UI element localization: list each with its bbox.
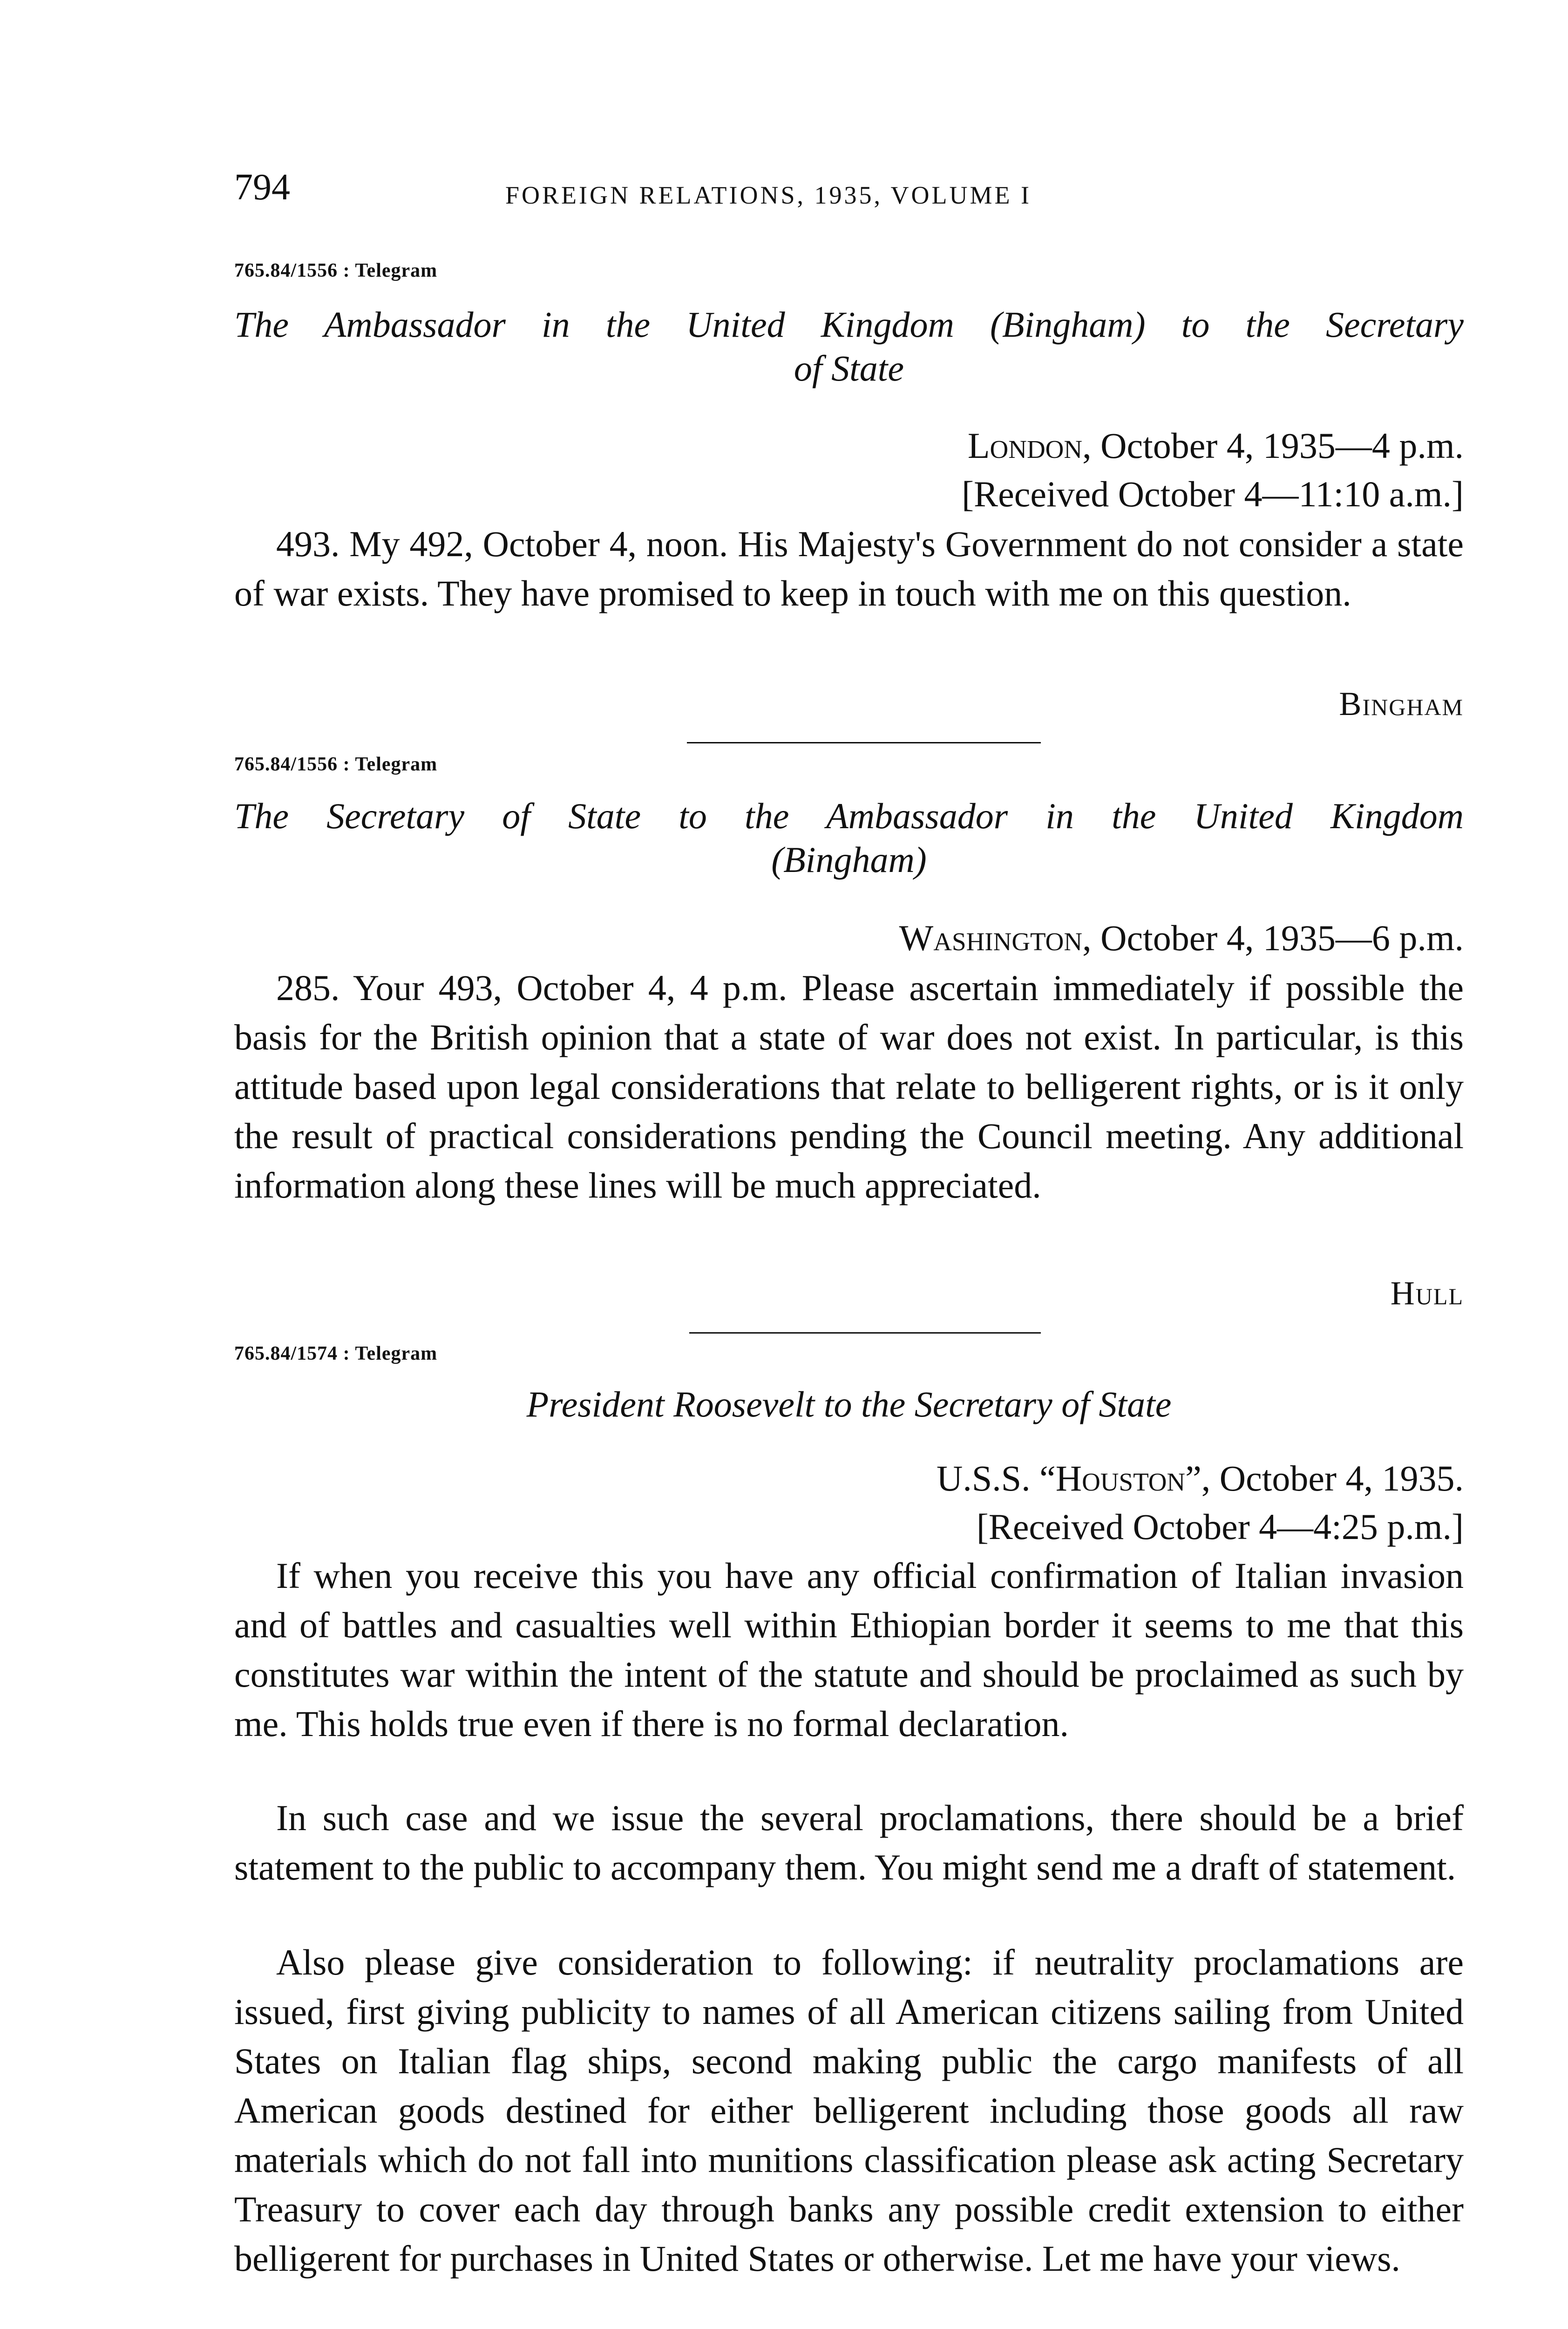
dateline bbox=[967, 425, 1464, 466]
document-heading bbox=[234, 794, 1464, 882]
date-time: ”, October 4, 1935. bbox=[1185, 1458, 1464, 1498]
dateline bbox=[899, 920, 1464, 956]
heading-line: of State bbox=[794, 348, 904, 388]
telegram-paragraph: 285. Your 493, October 4, 4 p.m. Please ascertain immediately if possible the basis for the British opinion that a state of war does not exist. In particular, is this attitude based upon legal considerations that relate to belligerent rights, or is it only the result of practical considerations pending the Council meeting. Any additional information along these lines will be much appreciated. bbox=[234, 967, 1464, 1205]
running-title: FOREIGN RELATIONS, 1935, VOLUME I bbox=[505, 181, 1032, 209]
heading-line: The Ambassador in the United Kingdom (Bingham) to the Secretary bbox=[234, 304, 1464, 345]
signature: Hull bbox=[1390, 1274, 1464, 1312]
document-heading: President Roosevelt to the Secretary of State bbox=[526, 1384, 1172, 1424]
ship-name: Houston bbox=[1055, 1458, 1186, 1498]
dateline: U.S.S. “Houston”, October 4, 1935. bbox=[937, 1458, 1464, 1498]
document-heading bbox=[234, 303, 1464, 390]
file-reference: 765.84/1574 : Telegram bbox=[234, 1343, 438, 1364]
place-name: Washington bbox=[899, 918, 1083, 958]
telegram-paragraph: If when you receive this you have any official confirmation of Italian invasion and of battles and casualties well within Ethiopian border it seems to me that this constitutes war within the intent of the statute and should be proclaimed as such by me. This holds true even if there is no formal declaration. bbox=[234, 1555, 1464, 1744]
received-line: [Received October 4—4:25 p.m.] bbox=[976, 1506, 1464, 1547]
date-time: , October 4, 1935—6 p.m. bbox=[1082, 918, 1464, 958]
telegram-paragraph: In such case and we issue the several proclamations, there should be a brief statement to the public to accompany them. You might send me a draft of statement. bbox=[234, 1798, 1464, 1887]
received-line: [Received October 4—11:10 a.m.] bbox=[962, 474, 1464, 514]
file-reference: 765.84/1556 : Telegram bbox=[234, 260, 438, 281]
file-reference: 765.84/1556 : Telegram bbox=[234, 754, 438, 775]
section-divider bbox=[687, 742, 1041, 743]
telegram-paragraph: 493. My 492, October 4, noon. His Majesty's Government do not consider a state of war exists. They have promised to keep in touch with me on this question. bbox=[234, 524, 1464, 613]
heading-line: (Bingham) bbox=[771, 839, 927, 880]
section-divider bbox=[689, 1332, 1041, 1334]
page-number: 794 bbox=[234, 167, 290, 208]
place-name: London bbox=[967, 425, 1083, 466]
heading-line: The Secretary of State to the Ambassador in the United Kingdom bbox=[234, 796, 1464, 836]
date-time: , October 4, 1935—4 p.m. bbox=[1082, 425, 1464, 466]
telegram-paragraph: Also please give consideration to following: if neutrality proclamations are issued, first giving publicity to names of all American citizens sailing from United States on Italian flag ships, second making public the cargo manifests of all American goods destined for either belligerent including those goods all raw materials which do not fall into munitions classification please ask acting Secretary Treasury to cover each day through banks any possible credit extension to either belligerent for purchases in United States or otherwise. Let me have your views. bbox=[234, 1942, 1464, 2279]
signature: Bingham bbox=[1339, 685, 1464, 722]
